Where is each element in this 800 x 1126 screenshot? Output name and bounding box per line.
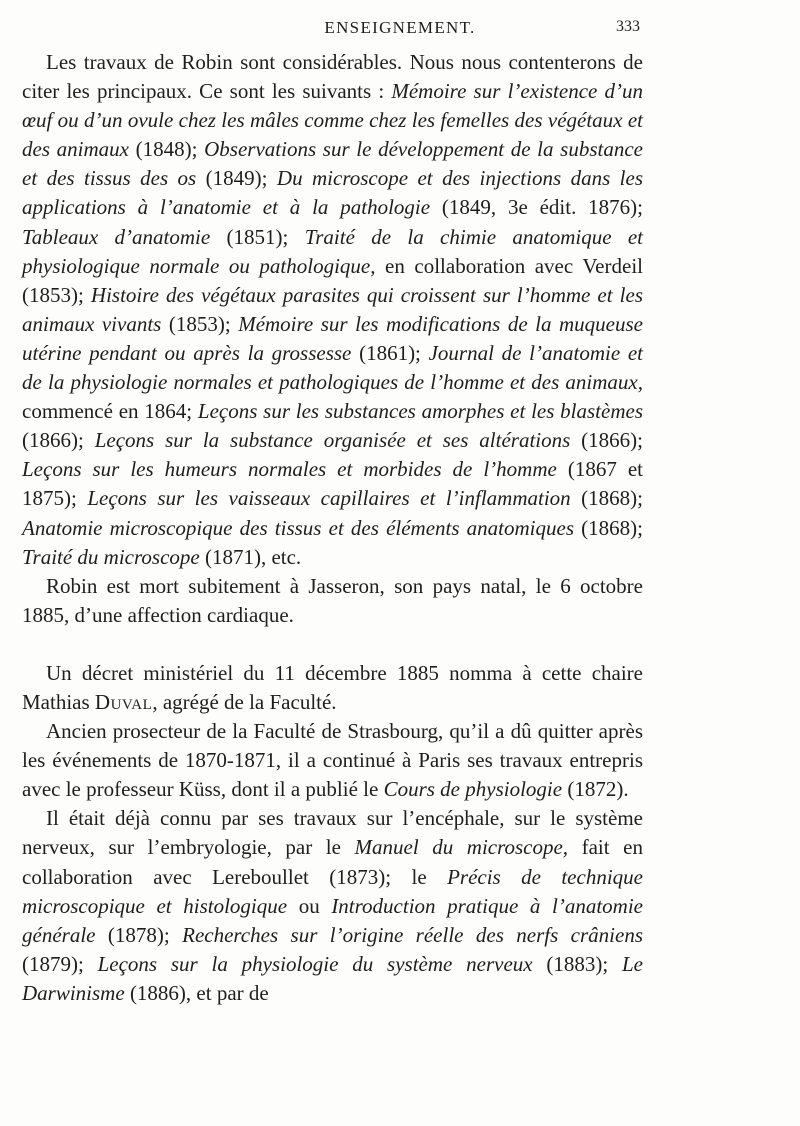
- paragraph-duval-appointment: [22, 659, 643, 717]
- work-title: Observations sur le développement de la substance et des tissus des os: [22, 137, 643, 191]
- work-title: Du microscope et des injections dans les applications à l’anatomie et à la pathologie: [22, 166, 644, 220]
- text-run: (1872).: [562, 777, 629, 802]
- text-run: (1868);: [570, 486, 643, 511]
- work-title: Journal de l’anatomie et de la physiologie normales et pathologiques de l’homme et des animaux,: [22, 340, 643, 395]
- text-run: (1879);: [22, 951, 98, 976]
- work-title: Le Darwinisme: [22, 951, 643, 1005]
- text-run: ou: [287, 893, 332, 918]
- text-run: (1851);: [210, 224, 305, 249]
- page-body: [22, 48, 643, 1008]
- page-number: 333: [616, 18, 640, 35]
- work-title: Manuel du microscope,: [354, 835, 569, 860]
- work-title: Leçons sur la physiologie du système nerveux: [97, 951, 533, 976]
- work-title: Leçons sur la substance organisée et ses altérations: [94, 428, 571, 453]
- work-title: Leçons sur les vaisseaux capillaires et l’inflammation: [87, 486, 571, 511]
- text-run: (1849);: [196, 166, 277, 191]
- work-title: Traité du microscope: [22, 544, 200, 569]
- text-run: (1848);: [128, 137, 205, 162]
- text-run: Il était déjà connu par ses travaux sur l’encéphale, sur le système nerveux, sur l’embryologie, par le: [22, 806, 643, 860]
- text-run: (1853);: [161, 311, 239, 336]
- paragraph-robin-works: [22, 48, 643, 572]
- work-title: Anatomie microscopique des tissus et des éléments anatomiques: [22, 515, 575, 540]
- text-run: (1849, 3e édit. 1876);: [430, 195, 643, 220]
- work-title: Mémoire sur les modifications de la muqueuse utérine pendant ou après la grossesse: [22, 311, 643, 365]
- text-run: (1867 et 1875);: [22, 457, 643, 511]
- work-title: Cours de physiologie: [383, 777, 563, 802]
- text-run: (1861);: [351, 340, 429, 365]
- paragraph-duval-works: [22, 804, 643, 1008]
- running-title: ENSEIGNEMENT.: [324, 18, 476, 37]
- work-title: Leçons sur les humeurs normales et morbides de l’homme: [22, 457, 557, 482]
- work-title: Leçons sur les substances amorphes et les blastèmes: [197, 399, 643, 424]
- work-title: Précis de technique microscopique et histologique: [22, 864, 643, 918]
- text-run: commencé en 1864;: [22, 399, 198, 424]
- text-run: (1866);: [22, 428, 95, 453]
- work-title: Traité de la chimie anatomique et physiologique normale ou pathologique,: [22, 224, 644, 278]
- text-run: fait en collaboration avec Lereboullet (1873); le: [22, 835, 643, 889]
- text-run: (1883);: [532, 951, 622, 976]
- text-run: Les travaux de Robin sont considérables. Nous nous contenterons de citer les principaux. Ce sont les suivants :: [22, 50, 643, 104]
- paragraph-duval-career: [22, 717, 643, 804]
- text-run: (1871), etc.: [199, 544, 302, 569]
- work-title: Introduction pratique à l’anatomie générale: [22, 893, 644, 947]
- text-run: Un décret ministériel du 11 décembre 1885 nomma à cette chaire Mathias: [22, 660, 643, 714]
- work-title: Mémoire sur l’existence d’un œuf ou d’un ovule chez les mâles comme chez les femelles des végétaux et des animaux: [22, 79, 643, 162]
- text-run: (1878);: [95, 922, 183, 947]
- text-run: (1886), et par de: [124, 980, 269, 1005]
- text-run: , agrégé de la Faculté.: [152, 689, 337, 714]
- work-title: Histoire des végétaux parasites qui croissent sur l’homme et les animaux vivants: [22, 282, 643, 336]
- work-title: Recherches sur l’origine réelle des nerfs crâniens: [182, 922, 643, 947]
- surname-duval: Duval: [94, 689, 153, 714]
- text-run: en collaboration avec Verdeil (1853);: [22, 253, 643, 307]
- text-run: (1868);: [574, 515, 643, 540]
- text-run: Ancien prosecteur de la Faculté de Strasbourg, qu’il a dû quitter après les événements de 1870-1871, il a continué à Paris ses travaux entrepris avec le professeur Küss, dont il a publié le: [22, 719, 643, 802]
- page-header: [0, 18, 800, 42]
- paragraph-robin-death: Robin est mort subitement à Jasseron, son pays natal, le 6 octobre 1885, d’une affection cardiaque.: [22, 573, 643, 627]
- text-run: (1866);: [570, 428, 644, 453]
- work-title: Tableaux d’anatomie: [22, 224, 211, 249]
